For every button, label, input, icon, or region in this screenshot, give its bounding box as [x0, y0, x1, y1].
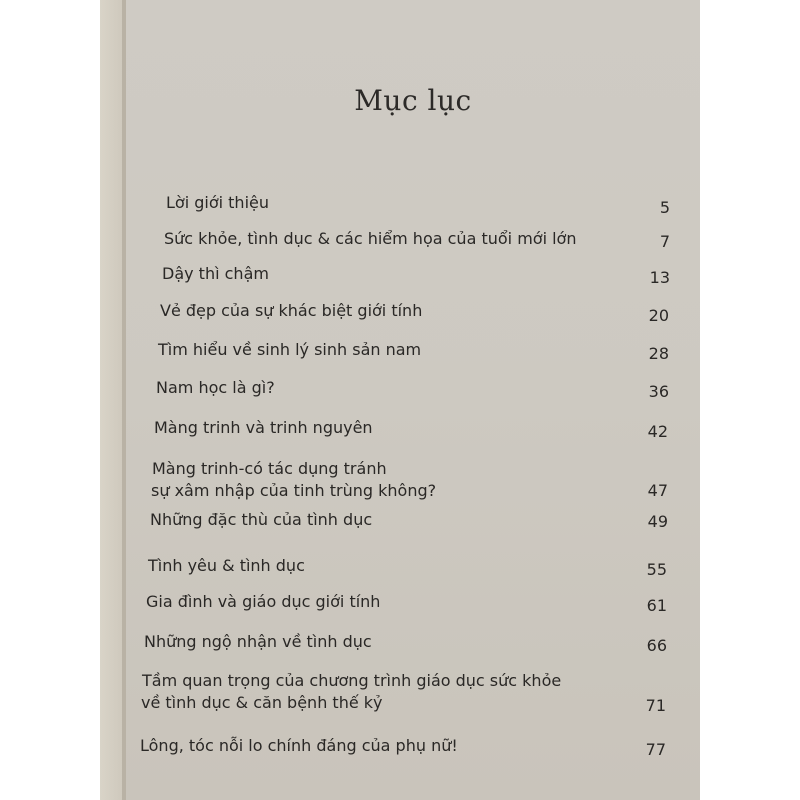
toc-entry-page-number: 13 — [649, 268, 670, 287]
toc-entry-page-number: 61 — [646, 596, 667, 615]
toc-entry-title: Lông, tóc nỗi lo chính đáng của phụ nữ! — [140, 736, 458, 755]
toc-entry-page-number: 7 — [659, 232, 670, 251]
toc-entry-page-number: 20 — [648, 306, 669, 325]
toc-entry-title: Gia đình và giáo dục giới tính — [146, 592, 381, 611]
toc-entry-page-number: 42 — [647, 422, 668, 441]
page-title: Mục lục — [354, 84, 472, 117]
toc-entry-title: Nam học là gì? — [156, 378, 275, 397]
toc-entry-title: Màng trinh-có tác dụng tránh — [152, 459, 387, 478]
toc-entry-title: Màng trinh và trinh nguyên — [154, 418, 373, 437]
toc-entry-page-number: 36 — [648, 382, 669, 401]
toc-entry-title: Tầm quan trọng của chương trình giáo dục sức khỏe — [142, 671, 562, 690]
toc-entry-title: sự xâm nhập của tinh trùng không? — [151, 481, 437, 500]
toc-entry-page-number: 77 — [645, 740, 666, 759]
toc-entry-title: Những ngộ nhận về tình dục — [144, 632, 372, 651]
toc-entry-title: Tìm hiểu về sinh lý sinh sản nam — [158, 340, 422, 359]
toc-entry-page-number: 47 — [647, 481, 668, 500]
toc-entry-title: Vẻ đẹp của sự khác biệt giới tính — [160, 301, 423, 320]
toc-entry-page-number: 28 — [648, 344, 669, 363]
toc-entry-title: Sức khỏe, tình dục & các hiểm họa của tuổi mới lớn — [164, 229, 577, 248]
toc-entry-page-number: 66 — [646, 636, 667, 655]
toc-entry-title: Những đặc thù của tình dục — [150, 510, 373, 529]
toc-entry-title: về tình dục & căn bệnh thế kỷ — [141, 693, 383, 712]
toc-entry-title: Dậy thì chậm — [162, 264, 269, 283]
toc-entry-title: Lời giới thiệu — [166, 193, 269, 212]
book-page — [126, 0, 700, 800]
toc-entry-page-number: 71 — [645, 696, 666, 715]
toc-entry-page-number: 5 — [659, 198, 670, 217]
toc-entry-title: Tình yêu & tình dục — [148, 556, 305, 575]
toc-entry-page-number: 55 — [646, 560, 667, 579]
toc-entry-page-number: 49 — [647, 512, 668, 531]
